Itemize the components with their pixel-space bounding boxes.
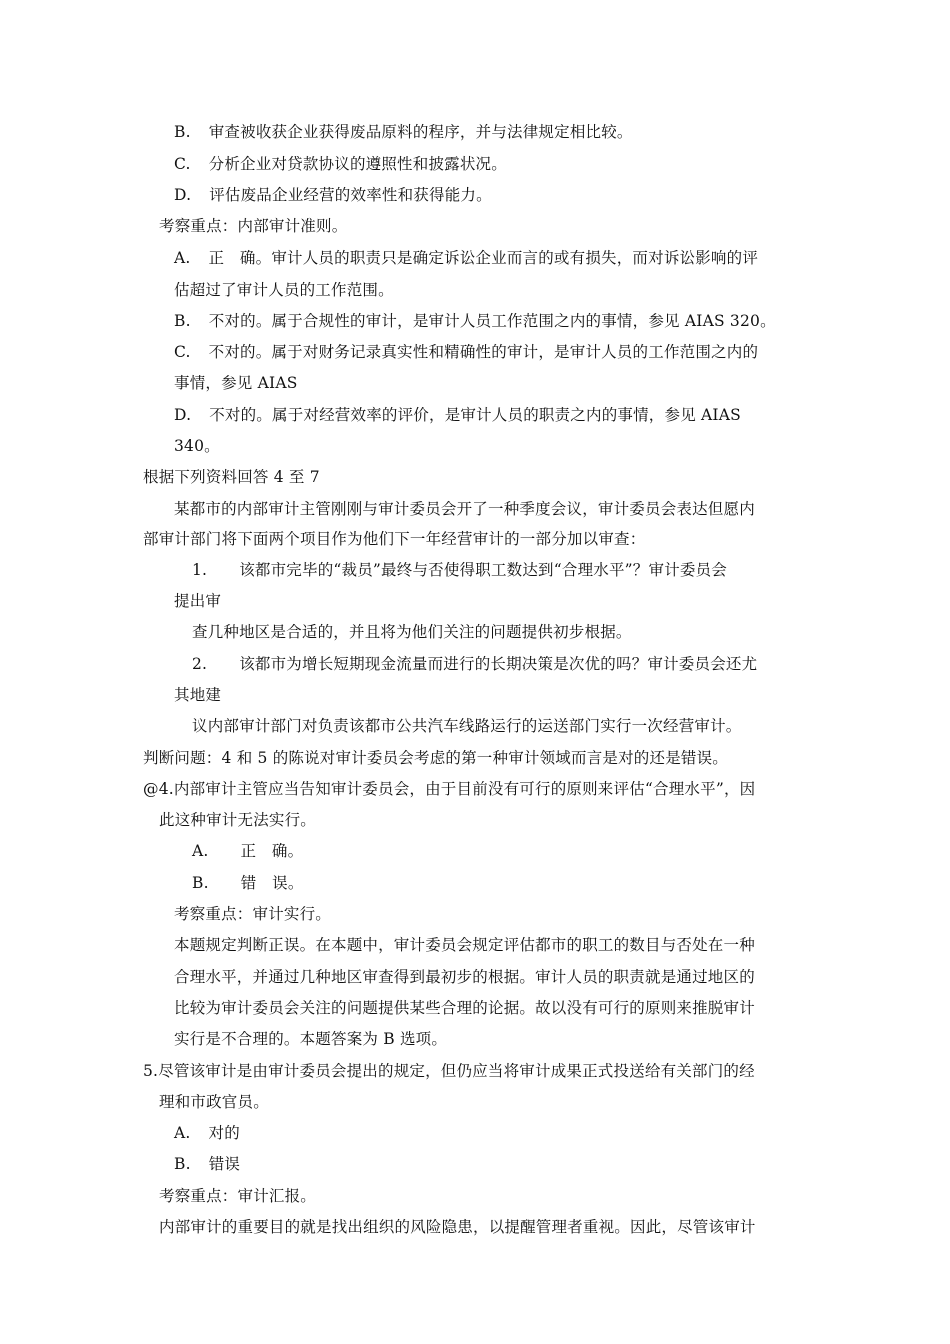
- option-letter: B.: [174, 1155, 191, 1173]
- answer-text: 不对的。属于合规性的审计，是审计人员工作范围之内的事情，参见 AIAS 320。: [208, 312, 776, 330]
- question-4-focus: 考察重点：审计实行。: [174, 905, 332, 923]
- intro-paragraph-line2: 部审计部门将下面两个项目作为他们下一年经营审计的一部分加以审查：: [143, 530, 646, 548]
- option-letter: B.: [174, 312, 191, 330]
- answer-b: [174, 311, 776, 331]
- question-5-option-a: [174, 1123, 240, 1143]
- question-4-explanation-line1: 本题规定判断正误。在本题中，审计委员会规定评估都市的职工的数目与否处在一种: [174, 936, 755, 954]
- answer-a-cont: 估超过了审计人员的工作范围。: [174, 281, 394, 299]
- list-item-2: [192, 654, 757, 674]
- section-heading: 根据下列资料回答 4 至 7: [143, 468, 320, 486]
- list-item-1-cont: 提出审: [174, 592, 222, 610]
- option-text: 对的: [208, 1124, 240, 1142]
- option-letter: D.: [174, 186, 192, 204]
- list-item-1: [192, 560, 727, 580]
- list-item-1-cont2: 查几种地区是合适的，并且将为他们关注的问题提供初步根据。: [192, 623, 632, 641]
- answer-c: [174, 342, 758, 362]
- option-letter: D.: [174, 406, 192, 424]
- answer-a: [174, 248, 758, 268]
- question-4-option-b: [192, 873, 304, 893]
- option-letter: A.: [174, 249, 191, 267]
- option-text: 评估废品企业经营的效率性和获得能力。: [209, 186, 492, 204]
- intro-paragraph-line1: 某都市的内部审计主管刚刚与审计委员会开了一种季度会议，审计委员会表达但愿内: [174, 500, 755, 518]
- item-number: 2.: [192, 655, 208, 673]
- list-item-2-cont2: 议内部审计部门对负责该都市公共汽车线路运行的运送部门实行一次经营审计。: [192, 717, 742, 735]
- answer-text: 不对的。属于对经营效率的评价，是审计人员的职责之内的事情，参见 AIAS: [209, 406, 741, 424]
- question-4-explanation-line3: 比较为审计委员会关注的问题提供某些合理的论据。故以没有可行的原则来推脱审计: [174, 999, 755, 1017]
- answer-text: 不对的。属于对财务记录真实性和精确性的审计，是审计人员的工作范围之内的: [208, 343, 759, 361]
- answer-d: [174, 405, 741, 425]
- option-text: 错误: [208, 1155, 241, 1173]
- answer-d-cont: 340。: [174, 437, 220, 455]
- question-5-cont: 理和市政官员。: [159, 1093, 269, 1111]
- question-4: @4.内部审计主管应当告知审计委员会，由于目前没有可行的原则来评估“合理水平”，因: [143, 780, 756, 798]
- option-text: 分析企业对贷款协议的遵照性和披露状况。: [208, 155, 507, 173]
- focus-label: 考察重点：内部审计准则。: [159, 217, 348, 235]
- option-letter: A.: [174, 1124, 191, 1142]
- option-letter: C.: [174, 343, 191, 361]
- answer-c-cont: 事情，参见 AIAS: [174, 374, 298, 392]
- question-5: 5.尽管该审计是由审计委员会提出的规定，但仍应当将审计成果正式投送给有关部门的经: [143, 1062, 755, 1080]
- option-letter: C.: [174, 155, 191, 173]
- item-text: 该都市为增长短期现金流量而进行的长期决策是次优的吗？审计委员会还尤: [239, 655, 758, 673]
- option-text: 审查被收获企业获得废品原料的程序，并与法律规定相比较。: [208, 123, 633, 141]
- option-letter: A.: [192, 842, 209, 860]
- option-c: [174, 154, 507, 174]
- question-5-option-b: [174, 1154, 240, 1174]
- option-text: 错 误。: [240, 874, 304, 892]
- question-4-cont: 此这种审计无法实行。: [159, 811, 317, 829]
- item-text: 该都市完毕的“裁员”最终与否使得职工数达到“合理水平”？审计委员会: [239, 561, 728, 579]
- option-text: 正 确。: [240, 842, 304, 860]
- question-4-explanation-line4: 实行是不合理的。本题答案为 B 选项。: [174, 1030, 448, 1048]
- question-5-focus: 考察重点：审计汇报。: [159, 1187, 317, 1205]
- question-4-option-a: [192, 841, 303, 861]
- list-item-2-cont: 其地建: [174, 686, 222, 704]
- option-letter: B.: [174, 123, 191, 141]
- option-letter: B.: [192, 874, 209, 892]
- answer-text: 正 确。审计人员的职责只是确定诉讼企业而言的或有损失，而对诉讼影响的评: [208, 249, 759, 267]
- judge-instruction: 判断问题：4 和 5 的陈说对审计委员会考虑的第一种审计领域而言是对的还是错误。: [143, 749, 729, 767]
- option-d: [174, 185, 492, 205]
- question-4-explanation-line2: 合理水平，并通过几种地区审查得到最初步的根据。审计人员的职责就是通过地区的: [174, 968, 755, 986]
- option-b: [174, 122, 633, 142]
- question-5-explanation-line1: 内部审计的重要目的就是找出组织的风险隐患，以提醒管理者重视。因此，尽管该审计: [159, 1218, 756, 1236]
- item-number: 1.: [192, 561, 208, 579]
